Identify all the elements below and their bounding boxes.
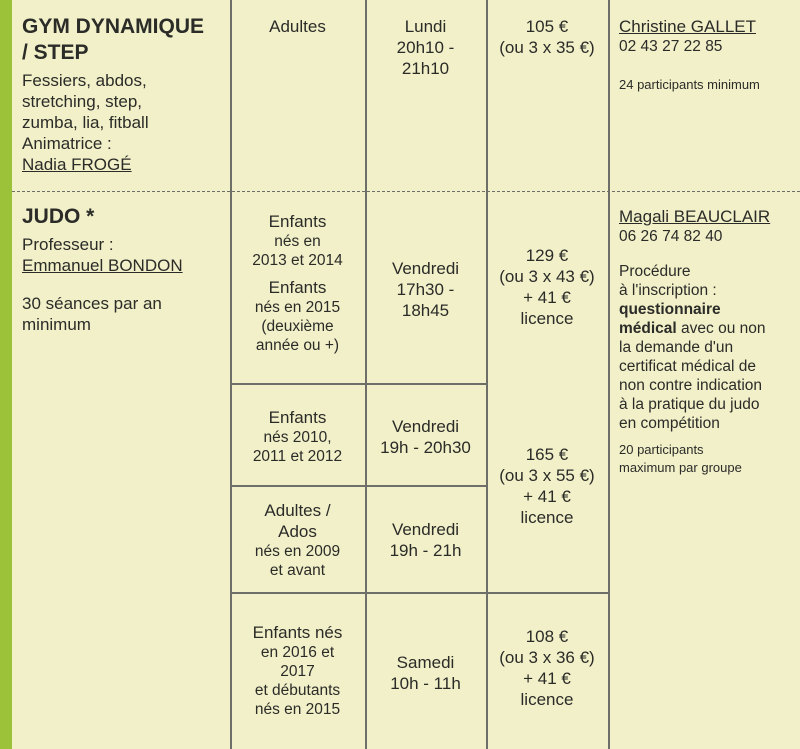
judo-procedure-line: certificat médical de	[619, 358, 756, 375]
judo-row1-audience-b-line: année ou +)	[255, 337, 340, 354]
judo-row2-audience-title: Enfants	[268, 408, 327, 427]
judo-row1-price-line: licence	[520, 309, 574, 328]
gym-note: 24 participants minimum	[619, 77, 760, 92]
judo-row1-time-line: 17h30 -	[396, 280, 455, 299]
judo-row4-audience-cell	[230, 622, 365, 719]
column-divider	[608, 0, 610, 749]
gym-title-line1: GYM DYNAMIQUE	[22, 15, 205, 38]
gym-time-line: 20h10 -	[396, 38, 455, 57]
judo-row1-audience-b-line: (deuxième	[261, 318, 334, 335]
gym-audience-cell	[230, 16, 365, 37]
judo-activity-cell	[22, 204, 227, 335]
judo-row2-day: Vendredi	[391, 417, 460, 436]
judo-row4-audience-title: Enfants nés	[252, 623, 343, 642]
gym-desc-line: Animatrice :	[22, 134, 112, 153]
gym-desc-line: Fessiers, abdos,	[22, 71, 147, 90]
judo-shared-price-line: (ou 3 x 55 €)	[499, 466, 595, 485]
judo-row2-audience-line: 2011 et 2012	[252, 448, 343, 465]
judo-shared-price-line: 165 €	[525, 445, 569, 464]
judo-contact-name[interactable]: Magali BEAUCLAIR	[619, 207, 771, 226]
gym-instructor-link[interactable]: Nadia FROGÉ	[22, 155, 132, 174]
judo-row4-time: 10h - 11h	[390, 674, 461, 693]
judo-procedure-line: à la pratique du judo	[619, 396, 760, 413]
gym-time-line: 21h10	[401, 59, 450, 78]
judo-row1-day: Vendredi	[391, 259, 460, 278]
judo-title: JUDO *	[22, 205, 95, 228]
judo-sessions-line: 30 séances par an	[22, 294, 162, 313]
judo-row1-audience-b-title: Enfants	[268, 278, 327, 297]
judo-professor-link[interactable]: Emmanuel BONDON	[22, 256, 183, 275]
gym-price-detail: (ou 3 x 35 €)	[499, 38, 595, 57]
judo-row4-audience-line: en 2016 et	[260, 644, 335, 661]
judo-row4-price-line: (ou 3 x 36 €)	[499, 648, 595, 667]
gym-desc-line: stretching, step,	[22, 92, 143, 111]
judo-row3-day: Vendredi	[391, 520, 460, 539]
gym-contact-cell	[619, 16, 799, 94]
judo-row3-audience-line: nés en 2009	[254, 543, 341, 560]
judo-sessions-line: minimum	[22, 315, 91, 334]
row-divider	[230, 485, 487, 487]
judo-row4-schedule-cell	[365, 652, 486, 694]
judo-contact-cell	[619, 206, 799, 477]
judo-group-note-line: maximum par groupe	[619, 460, 742, 475]
row-divider	[230, 383, 487, 385]
judo-row4-price-line: licence	[520, 690, 574, 709]
judo-procedure-line: Procédure	[619, 263, 691, 280]
judo-row4-day: Samedi	[396, 653, 455, 672]
gym-schedule-cell	[365, 16, 486, 79]
judo-procedure-line: non contre indication	[619, 377, 763, 394]
judo-row1-price-line: + 41 €	[523, 288, 571, 307]
judo-row3-time: 19h - 21h	[389, 541, 462, 560]
gym-price: 105 €	[525, 17, 569, 36]
judo-row2-time: 19h - 20h30	[380, 438, 471, 457]
judo-row4-audience-line: et débutants	[254, 682, 341, 699]
judo-row3-audience-line: et avant	[269, 562, 326, 579]
gym-title-line2: / STEP	[22, 41, 89, 64]
judo-row2-audience-cell	[230, 407, 365, 466]
gym-contact-phone: 02 43 27 22 85	[619, 38, 723, 55]
judo-row4-price-line: + 41 €	[523, 669, 571, 688]
judo-shared-price-line: + 41 €	[523, 487, 571, 506]
judo-procedure-line: à l'inscription :	[619, 282, 717, 299]
gym-contact-name[interactable]: Christine GALLET	[619, 17, 756, 36]
judo-row2-audience-line: nés 2010,	[263, 429, 332, 446]
judo-row3-audience-title: Adultes /	[264, 501, 331, 520]
judo-procedure-line: la demande d'un	[619, 339, 734, 356]
judo-shared-price-line: licence	[520, 508, 574, 527]
judo-group-note-line: 20 participants	[619, 442, 704, 457]
judo-row2-schedule-cell	[365, 416, 486, 458]
judo-row3-audience-title: Ados	[278, 522, 317, 541]
judo-row4-audience-line: 2017	[280, 663, 315, 680]
judo-professor-label: Professeur :	[22, 235, 114, 254]
judo-row1-audience-a-line: 2013 et 2014	[252, 252, 343, 269]
gym-desc-line: zumba, lia, fitball	[22, 113, 149, 132]
judo-row1-price-line: 129 €	[525, 246, 569, 265]
row-divider	[12, 191, 800, 192]
judo-row3-audience-cell	[230, 500, 365, 580]
judo-row1-audience-b-line: nés en 2015	[254, 299, 341, 316]
judo-row1-audience-a-title: Enfants	[268, 212, 327, 231]
judo-row1-audience-cell	[230, 211, 365, 355]
judo-row4-price-cell	[486, 626, 608, 710]
gym-price-cell	[486, 16, 608, 58]
judo-row1-price-line: (ou 3 x 43 €)	[499, 267, 595, 286]
gym-day: Lundi	[404, 17, 447, 36]
judo-shared-price-cell	[486, 444, 608, 528]
judo-procedure-text: avec ou non	[676, 320, 766, 337]
judo-row4-audience-line: nés en 2015	[254, 701, 341, 718]
row-divider	[230, 592, 608, 594]
judo-procedure-line: en compétition	[619, 415, 720, 432]
gym-activity-cell	[22, 14, 227, 175]
judo-procedure-bold: questionnaire	[619, 301, 721, 318]
judo-row1-schedule-cell	[365, 258, 486, 321]
column-divider	[365, 0, 367, 749]
judo-row3-schedule-cell	[365, 519, 486, 561]
schedule-table	[12, 0, 800, 749]
judo-row1-audience-a-line: nés en	[274, 233, 321, 250]
gym-audience: Adultes	[269, 17, 326, 36]
judo-procedure-bold: médical	[619, 320, 677, 337]
accent-stripe	[0, 0, 12, 749]
judo-row1-time-line: 18h45	[401, 301, 450, 320]
judo-row4-price-line: 108 €	[525, 627, 569, 646]
judo-row1-price-cell	[486, 245, 608, 329]
judo-contact-phone: 06 26 74 82 40	[619, 228, 723, 245]
